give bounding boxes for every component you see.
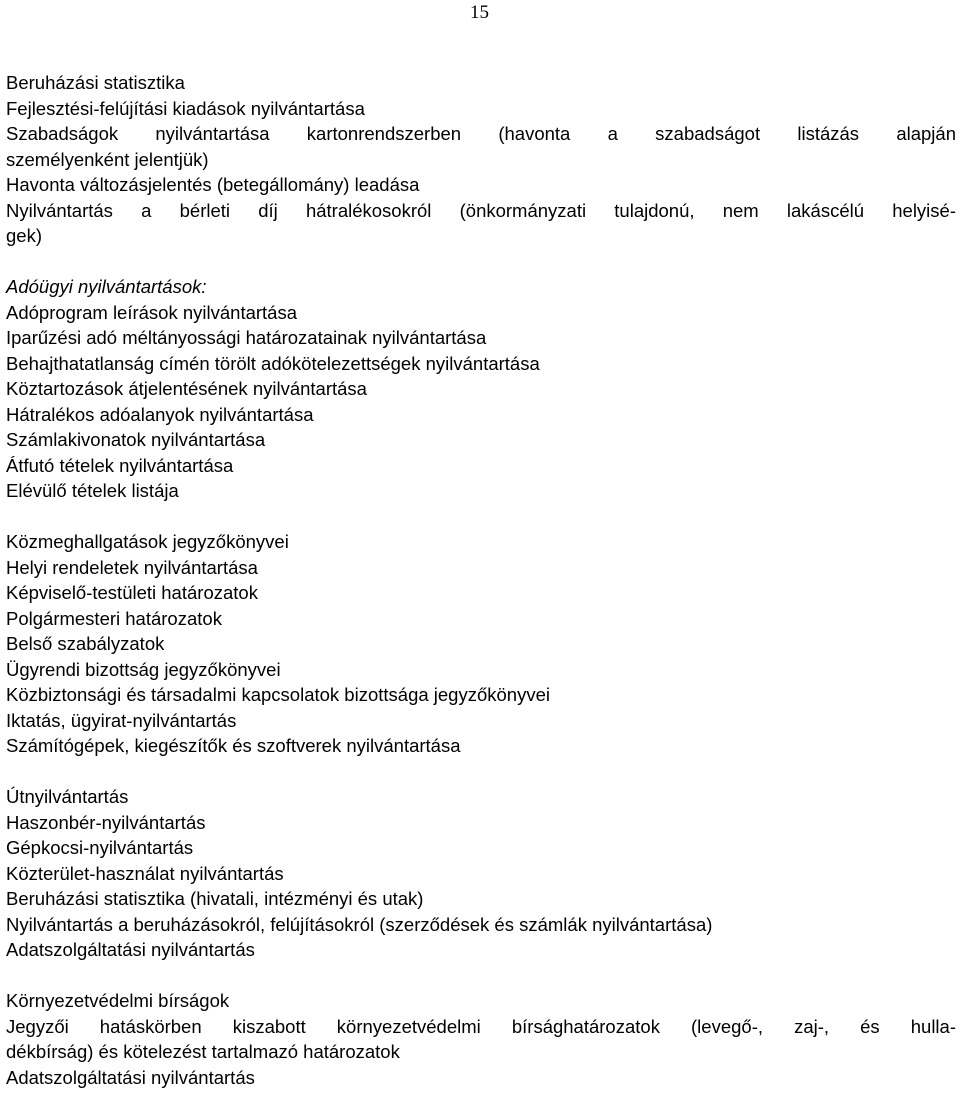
text-line: Közterület-használat nyilvántartás (6, 862, 284, 884)
text-line: Elévülő tételek listája (6, 480, 179, 501)
text-line: Havonta változásjelentés (betegállomány) leadása (6, 174, 420, 195)
text-line: dékbírság) és kötelezést tartalmazó határozatok (6, 1041, 400, 1062)
text-line: Jegyzői hatáskörben kiszabott környezetvédelmi bírsághatározatok (levegő-, zaj-, és hulla- (6, 1015, 956, 1037)
text-line: Gépkocsi-nyilvántartás (6, 837, 194, 858)
text-line: Adatszolgáltatási nyilvántartás (6, 1066, 255, 1088)
text-line: Iktatás, ügyirat-nyilvántartás (6, 709, 237, 731)
text-line: Haszonbér-nyilvántartás (6, 811, 206, 833)
document-body (6, 70, 956, 1090)
page-number: 15 (470, 2, 489, 23)
text-line: személyenként jelentjük) (6, 148, 209, 170)
text-line: gek) (6, 225, 42, 246)
text-line: Képviselő-testületi határozatok (6, 582, 258, 603)
text-line: Belső szabályzatok (6, 633, 165, 654)
text-line: Közbiztonsági és társadalmi kapcsolatok bizottsága jegyzőkönyvei (6, 684, 550, 705)
text-line: Beruházási statisztika (6, 72, 185, 93)
text-line: Átfutó tételek nyilvántartása (6, 454, 234, 476)
text-line: Közmeghallgatások jegyzőkönyvei (6, 531, 289, 552)
text-line: Helyi rendeletek nyilvántartása (6, 556, 258, 578)
text-line: Ügyrendi bizottság jegyzőkönyvei (6, 658, 281, 680)
text-line: Adóprogram leírások nyilvántartása (6, 301, 298, 323)
text-line: Nyilvántartás a bérleti díj hátralékosokról (önkormányzati tulajdonú, nem lakáscélú helyisé- (6, 199, 956, 221)
text-line: Útnyilvántartás (6, 786, 129, 807)
text-line: Behajthatatlanság címén törölt adókötelezettségek nyilvántartása (6, 352, 540, 374)
section-general-records (6, 70, 956, 249)
text-line: Számítógépek, kiegészítők és szoftverek nyilvántartása (6, 735, 461, 756)
text-line: Iparűzési adó méltányossági határozatainak nyilvántartása (6, 327, 487, 348)
text-line: Számlakivonatok nyilvántartása (6, 429, 266, 450)
text-line: Fejlesztési-felújítási kiadások nyilvántartása (6, 97, 365, 119)
section-environmental-records (6, 988, 956, 1090)
section-administrative-records (6, 529, 956, 759)
text-line: Adatszolgáltatási nyilvántartás (6, 939, 255, 960)
section-heading: Adóügyi nyilvántartások: (6, 276, 207, 297)
text-line: Környezetvédelmi bírságok (6, 990, 230, 1011)
section-asset-records (6, 784, 956, 963)
text-line: Beruházási statisztika (hivatali, intézményi és utak) (6, 888, 424, 909)
text-line: Hátralékos adóalanyok nyilvántartása (6, 403, 314, 425)
text-line: Köztartozások átjelentésének nyilvántartása (6, 378, 367, 399)
text-line: Szabadságok nyilvántartása kartonrendszerben (havonta a szabadságot listázás alapján (6, 123, 956, 144)
text-line: Nyilvántartás a beruházásokról, felújításokról (szerződések és számlák nyilvántartása) (6, 913, 713, 935)
text-line: Polgármesteri határozatok (6, 607, 222, 629)
section-tax-records (6, 274, 956, 504)
